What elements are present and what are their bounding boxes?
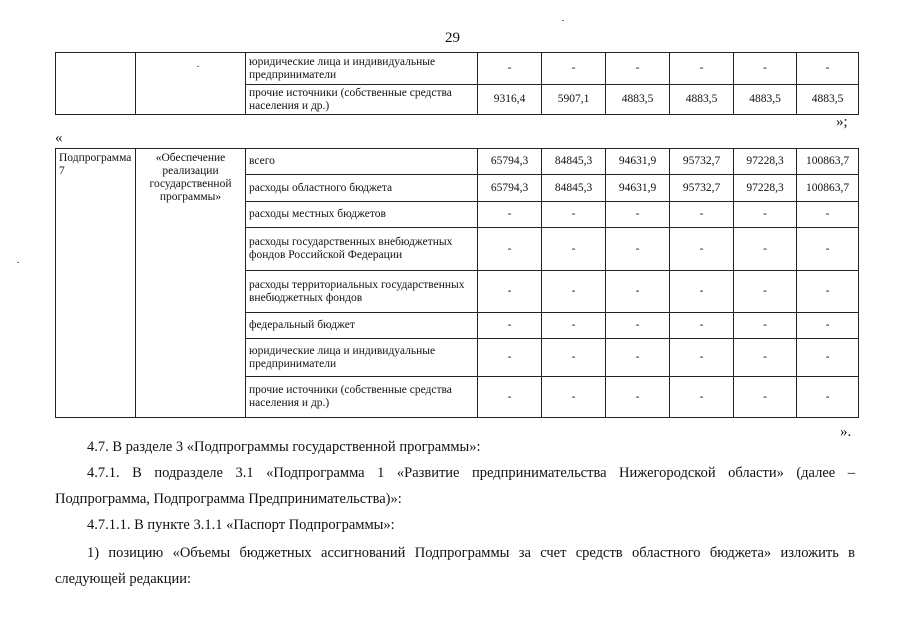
value-cell: 84845,3 (542, 175, 606, 202)
program-label: Подпрограмма 7 (56, 149, 136, 418)
row-label: всего (246, 149, 478, 175)
value-cell: - (670, 202, 734, 228)
value-cell: - (542, 339, 606, 377)
row-label: федеральный бюджет (246, 313, 478, 339)
value-cell: - (797, 53, 859, 85)
value-cell: 4883,5 (797, 85, 859, 115)
value-cell: 97228,3 (734, 175, 797, 202)
value-cell: - (797, 339, 859, 377)
value-cell: - (478, 53, 542, 85)
value-cell: 65794,3 (478, 149, 542, 175)
row-label: расходы областного бюджета (246, 175, 478, 202)
value-cell: - (670, 377, 734, 418)
value-cell: - (606, 228, 670, 271)
value-cell: - (606, 271, 670, 313)
value-cell: - (542, 53, 606, 85)
value-cell: 94631,9 (606, 149, 670, 175)
value-cell: 65794,3 (478, 175, 542, 202)
value-cell: - (606, 377, 670, 418)
value-cell: 4883,5 (606, 85, 670, 115)
value-cell: - (606, 202, 670, 228)
value-cell: - (478, 313, 542, 339)
row-label: прочие источники (собственные средства населения и др.) (246, 85, 478, 115)
value-cell: - (606, 53, 670, 85)
program-cell-empty (56, 53, 136, 115)
table-row (56, 149, 859, 175)
value-cell: - (734, 377, 797, 418)
value-cell: - (542, 313, 606, 339)
close-quote-mark: »; (836, 114, 848, 130)
value-cell: 9316,4 (478, 85, 542, 115)
close-quote-mark-end: ». (840, 424, 852, 440)
value-cell: - (478, 202, 542, 228)
value-cell: 5907,1 (542, 85, 606, 115)
page-number: 29 (445, 30, 460, 46)
value-cell: 94631,9 (606, 175, 670, 202)
value-cell: 100863,7 (797, 149, 859, 175)
row-label: юридические лица и индивидуальные предприниматели (246, 339, 478, 377)
value-cell: 100863,7 (797, 175, 859, 202)
scan-speck (562, 20, 564, 21)
paragraph-4-7-1: 4.7.1. В подразделе 3.1 «Подпрограмма 1 «Развитие предпринимательства Нижегородской области» (далее – Подпрограмма, Подпрограмма Предпринимательства)»: (55, 465, 855, 507)
value-cell: 84845,3 (542, 149, 606, 175)
value-cell: - (542, 377, 606, 418)
value-cell: - (797, 271, 859, 313)
value-cell: 4883,5 (670, 85, 734, 115)
value-cell: - (797, 228, 859, 271)
value-cell: - (670, 53, 734, 85)
paragraph-position-1: 1) позицию «Объемы бюджетных ассигнований Подпрограммы за счет средств областного бюджета» изложить в следующей редакции: (55, 545, 855, 587)
row-label: юридические лица и индивидуальные предприниматели (246, 53, 478, 85)
scan-speck (17, 262, 19, 263)
value-cell: - (734, 202, 797, 228)
table-subprogram-7 (55, 148, 859, 418)
paragraph-4-7: 4.7. В разделе 3 «Подпрограммы государственной программы»: (87, 439, 481, 455)
value-cell: 95732,7 (670, 149, 734, 175)
value-cell: - (606, 313, 670, 339)
value-cell: - (734, 313, 797, 339)
value-cell: - (542, 228, 606, 271)
value-cell: - (606, 339, 670, 377)
value-cell: - (797, 313, 859, 339)
row-label: прочие источники (собственные средства населения и др.) (246, 377, 478, 418)
value-cell: - (478, 228, 542, 271)
value-cell: 4883,5 (734, 85, 797, 115)
value-cell: - (734, 228, 797, 271)
value-cell: - (797, 377, 859, 418)
value-cell: - (734, 271, 797, 313)
value-cell: - (670, 339, 734, 377)
table-continuation (55, 52, 859, 115)
value-cell: - (734, 339, 797, 377)
value-cell: - (478, 377, 542, 418)
value-cell: - (670, 271, 734, 313)
open-quote-mark: « (55, 130, 63, 146)
value-cell: - (542, 271, 606, 313)
value-cell: - (670, 313, 734, 339)
row-label: расходы государственных внебюджетных фондов Российской Федерации (246, 228, 478, 271)
scan-speck (197, 66, 199, 67)
table-row (56, 53, 859, 85)
row-label: расходы территориальных государственных внебюджетных фондов (246, 271, 478, 313)
name-cell-empty (136, 53, 246, 115)
value-cell: - (478, 271, 542, 313)
value-cell: - (542, 202, 606, 228)
row-label: расходы местных бюджетов (246, 202, 478, 228)
value-cell: 95732,7 (670, 175, 734, 202)
program-name: «Обеспечение реализации государственной программы» (136, 149, 246, 418)
value-cell: - (670, 228, 734, 271)
value-cell: - (797, 202, 859, 228)
value-cell: - (734, 53, 797, 85)
paragraph-4-7-1-1: 4.7.1.1. В пункте 3.1.1 «Паспорт Подпрограммы»: (87, 517, 395, 533)
value-cell: 97228,3 (734, 149, 797, 175)
value-cell: - (478, 339, 542, 377)
